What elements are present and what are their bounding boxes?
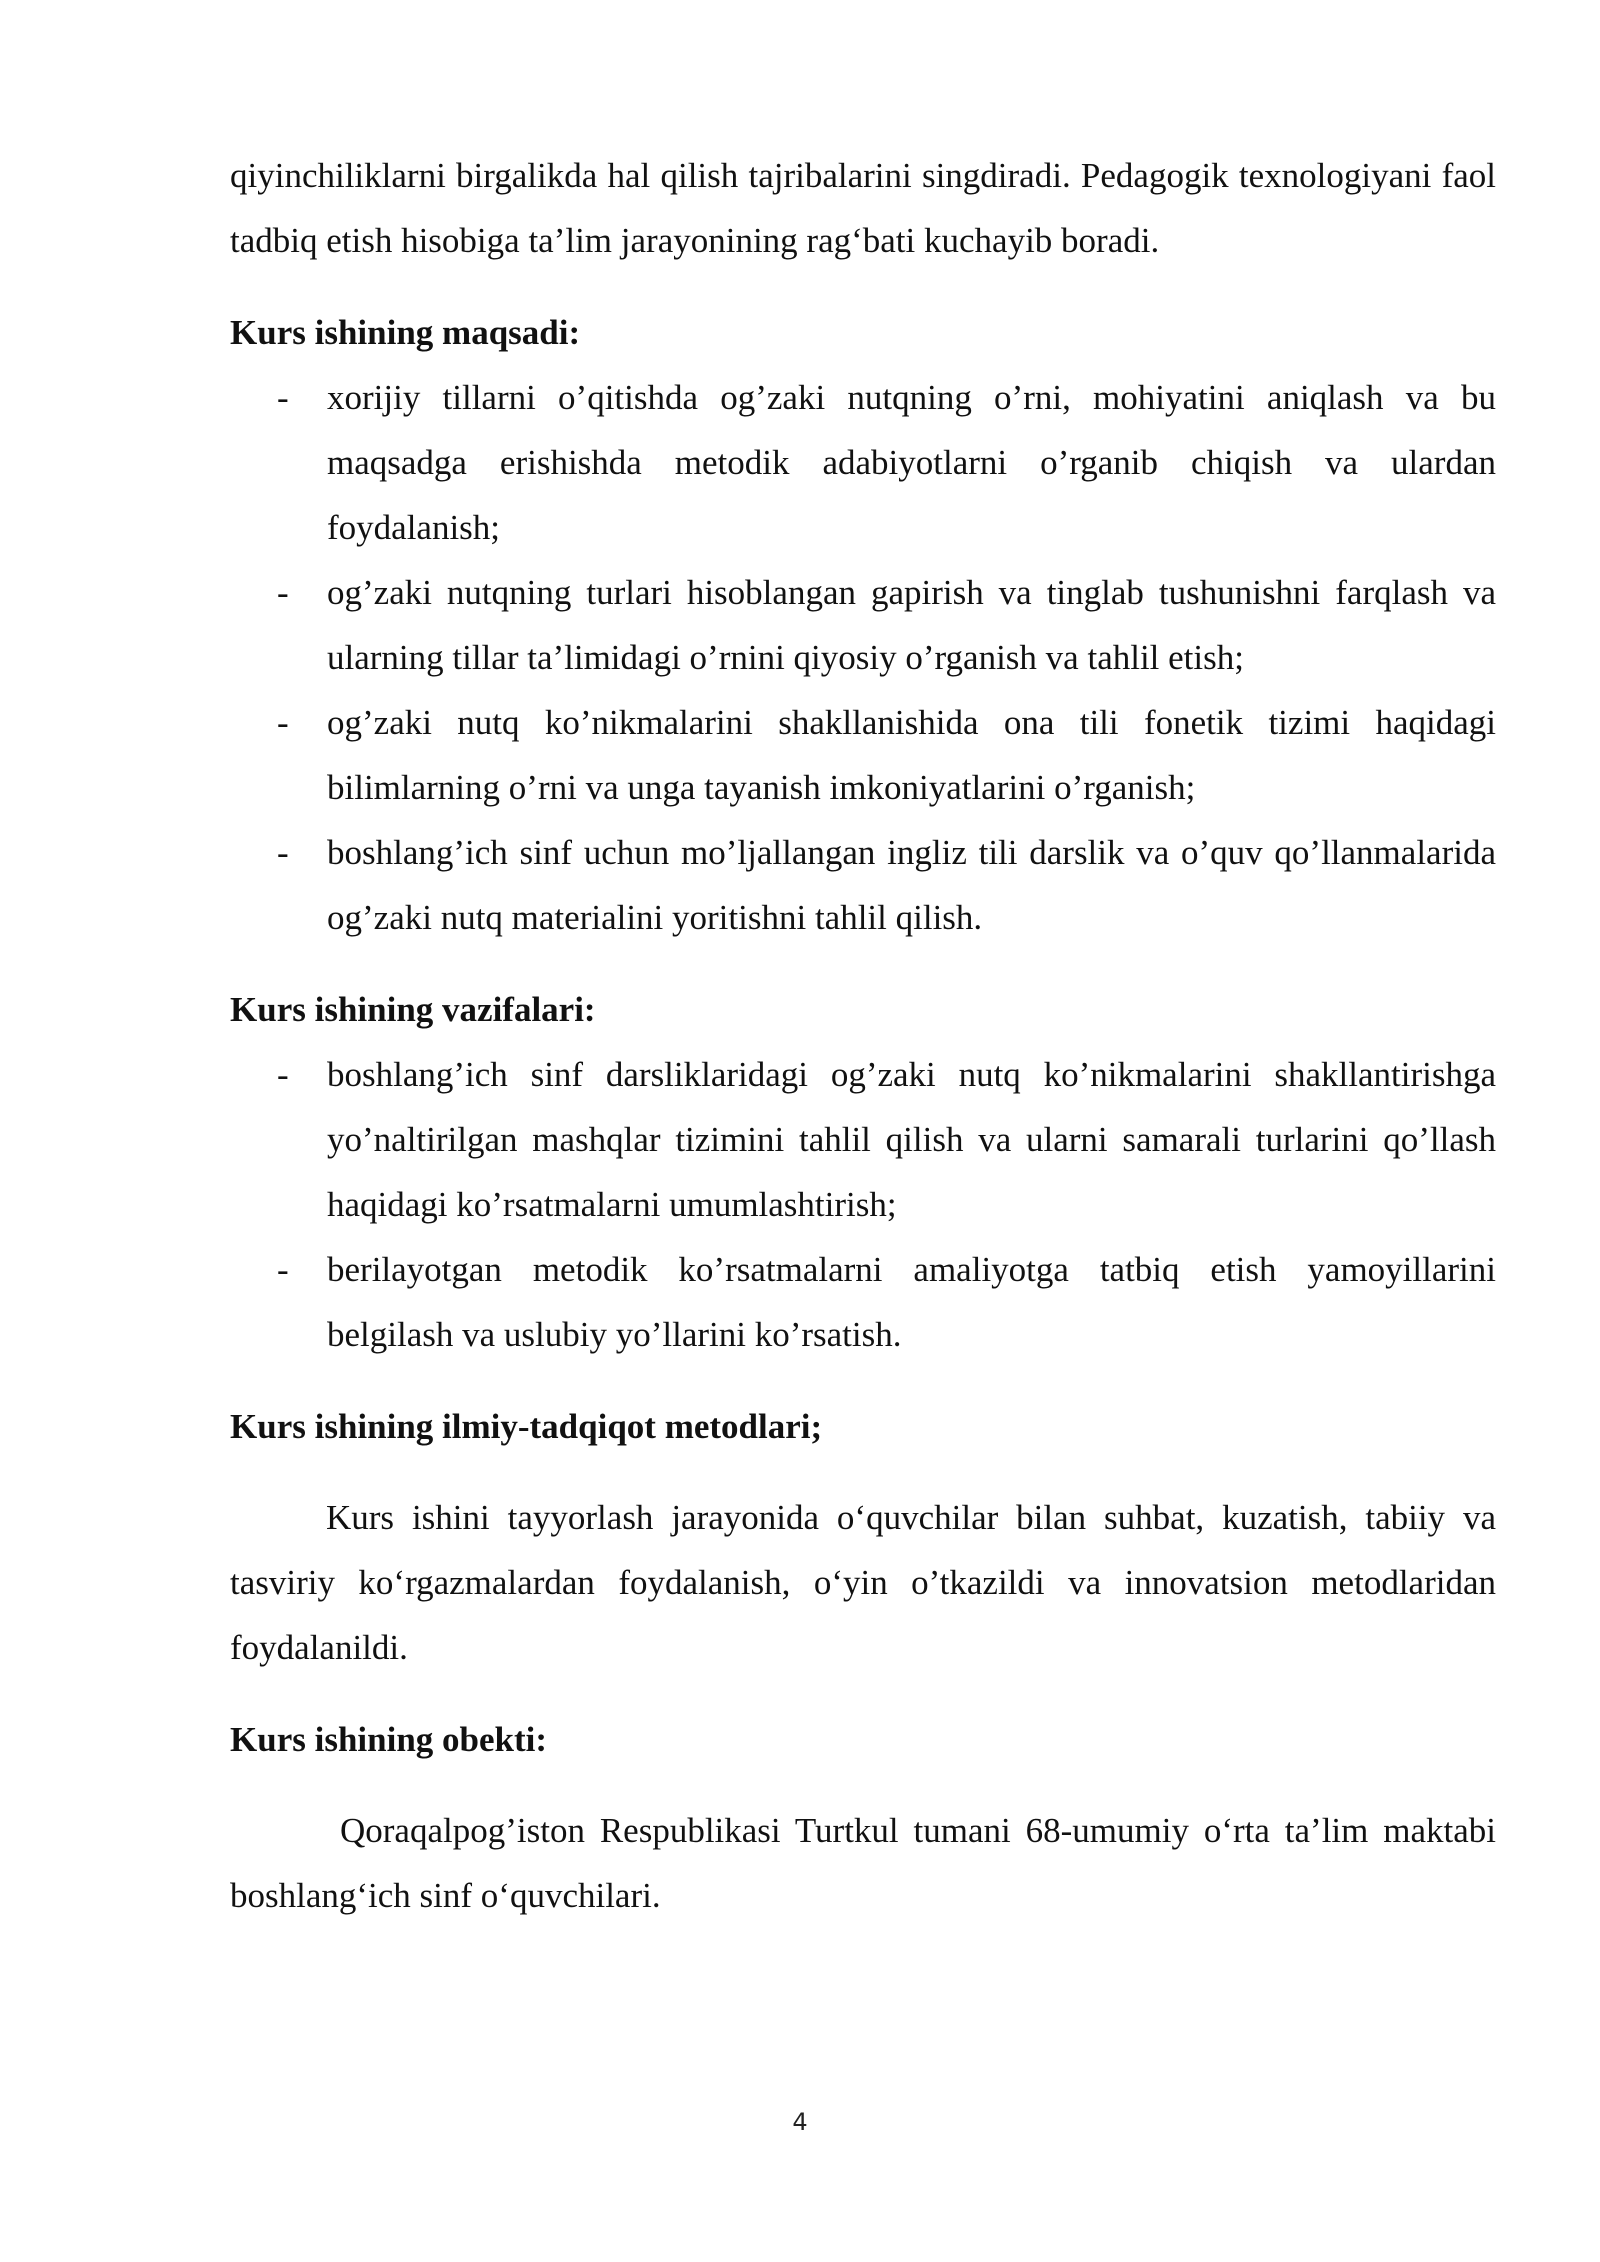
dash-bullet: -: [277, 573, 289, 612]
list-item-text: og’zaki nutq ko’nikmalarini shakllanishida ona tili fonetik tizimi haqidagi bilimlarning o’rni va unga tayanish imkoniyatlarini o’rganish;: [327, 703, 1496, 807]
dash-bullet: -: [277, 833, 289, 872]
object-paragraph: Qoraqalpog’iston Respublikasi Turtkul tumani 68-umumiy o‘rta ta’lim maktabi boshlang‘ich sinf o‘quvchilari.: [230, 1811, 1496, 1915]
list-item-text: xorijiy tillarni o’qitishda og’zaki nutqning o’rni, mohiyatini aniqlash va bu maqsadga erishishda metodik adabiyotlarni o’rganib chiqish va ulardan foydalanish;: [327, 378, 1496, 547]
list-item-text: boshlang’ich sinf uchun mo’ljallangan ingliz tili darslik va o’quv qo’llanmalarida og’zaki nutq materialini yoritishni tahlil qilish.: [327, 833, 1496, 937]
list-item-text: berilayotgan metodik ko’rsatmalarni amaliyotga tatbiq etish yamoyillarini belgilash va uslubiy yo’llarini ko’rsatish.: [327, 1250, 1496, 1354]
dash-bullet: -: [277, 1250, 289, 1289]
object-heading: Kurs ishining obekti:: [230, 1720, 548, 1759]
list-item: [230, 1042, 1496, 1237]
list-item-text: og’zaki nutqning turlari hisoblangan gapirish va tinglab tushunishni farqlash va ularning tillar ta’limidagi o’rnini qiyosiy o’rganish va tahlil etish;: [327, 573, 1496, 677]
intro-paragraph: qiyinchiliklarni birgalikda hal qilish tajribalarini singdiradi. Pedagogik texnologiyani faol tadbiq etish hisobiga ta’lim jarayonining rag‘bati kuchayib boradi.: [230, 156, 1496, 260]
list-item: [230, 1237, 1496, 1367]
dash-bullet: -: [277, 378, 289, 417]
methods-paragraph: Kurs ishini tayyorlash jarayonida o‘quvchilar bilan suhbat, kuzatish, tabiiy va tasviriy ko‘rgazmalardan foydalanish, o‘yin o’tkazildi va innovatsion metodlaridan foydalanildi.: [230, 1498, 1496, 1667]
document-page: [230, 143, 1496, 1928]
tasks-list: [230, 1042, 1496, 1367]
page-number: 4: [792, 2108, 808, 2136]
list-item: [230, 365, 1496, 560]
dash-bullet: -: [277, 1055, 289, 1094]
list-item-text: boshlang’ich sinf darsliklaridagi og’zaki nutq ko’nikmalarini shakllantirishga yo’naltirilgan mashqlar tizimini tahlil qilish va ularni samarali turlarini qo’llash haqidagi ko’rsatmalarni umumlashtirish;: [327, 1055, 1496, 1224]
methods-heading: Kurs ishining ilmiy-tadqiqot metodlari;: [230, 1407, 823, 1446]
dash-bullet: -: [277, 703, 289, 742]
goals-heading: Kurs ishining maqsadi:: [230, 313, 581, 352]
goals-list: [230, 365, 1496, 950]
list-item: [230, 560, 1496, 690]
list-item: [230, 690, 1496, 820]
tasks-heading: Kurs ishining vazifalari:: [230, 990, 596, 1029]
list-item: [230, 820, 1496, 950]
